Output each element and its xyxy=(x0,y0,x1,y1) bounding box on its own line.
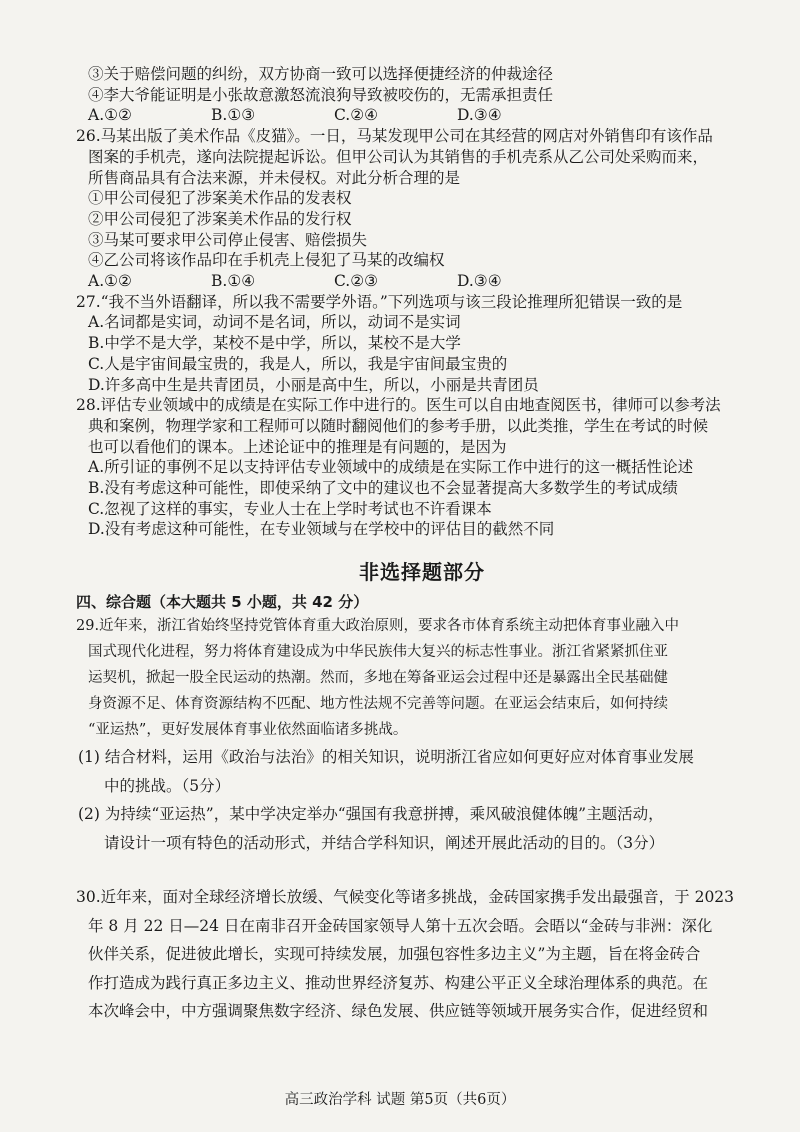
q30-line-3: 伙伴关系，促进彼此增长，实现可持续发展，加强包容性多边主义”为主题，旨在将金砖合 xyxy=(88,945,701,964)
q27-option-c: C.人是宇宙间最宝贵的，我是人，所以，我是宇宙间最宝贵的 xyxy=(88,354,508,373)
q28-option-c: C.忽视了这样的事实，专业人士在上学时考试也不许看课本 xyxy=(88,499,492,518)
q29-line-5: “亚运热”，更好发展体育事业依然面临诸多挑战。 xyxy=(88,722,408,739)
q29-sub2-line-1: (2) 为持续“亚运热”，某中学决定举办“强国有我意拼搏，乘风破浪健体魄”主题活动， xyxy=(78,805,664,824)
q25-item-3: ③关于赔偿问题的纠纷，双方协商一致可以选择便捷经济的仲裁途径 xyxy=(88,65,554,83)
q28-option-a: A.所引证的事例不足以支持评估专业领域中的成绩是在实际工作中进行的这一概括性论述 xyxy=(88,458,694,477)
q25-option-c: C.②④ xyxy=(334,106,379,125)
q25-option-a: A.①② xyxy=(88,106,132,125)
q29-sub1-line-1: (1) 结合材料，运用《政治与法治》的相关知识，说明浙江省应如何更好应对体育事业发展 xyxy=(78,748,694,767)
q30-line-2: 年 8 月 22 日—24 日在南非召开金砖国家领导人第十五次会晤。会晤以“金砖与非洲：深化 xyxy=(88,916,713,935)
q25-options xyxy=(88,105,756,126)
q28-option-d: D.没有考虑这种可能性，在专业领域与在学校中的评估目的截然不同 xyxy=(88,520,555,539)
q26-option-c: C.②③ xyxy=(334,272,379,291)
q25-option-d: D.③④ xyxy=(457,106,502,125)
q29-line-4: 身资源不足、体育资源结构不匹配、地方性法规不完善等问题。在亚运会结束后，如何持续 xyxy=(88,696,668,713)
q27-option-b: B.中学不是大学，某校不是中学，所以，某校不是大学 xyxy=(88,334,461,353)
q25-option-b: B.①③ xyxy=(211,106,256,125)
q28-stem-3: 也可以看他们的课本。上述论证中的推理是有问题的，是因为 xyxy=(88,437,507,456)
part-four-heading: 四、综合题（本大题共 5 小题，共 42 分） xyxy=(76,593,369,612)
section-title: 非选择题部分 xyxy=(359,560,485,585)
q30-line-5: 本次峰会中，中方强调聚焦数字经济、绿色发展、供应链等领域开展务实合作，促进经贸和 xyxy=(88,1002,709,1021)
q26-option-a: A.①② xyxy=(88,272,132,291)
q26-option-b: B.①④ xyxy=(211,272,256,291)
q26-item-1: ①甲公司侵犯了涉案美术作品的发表权 xyxy=(88,189,352,208)
q29-line-3: 运契机，掀起一股全民运动的热潮。然而，多地在筹备亚运会过程中还是暴露出全民基础健 xyxy=(88,670,668,687)
q26-item-3: ③马某可要求甲公司停止侵害、赔偿损失 xyxy=(88,230,368,249)
q28-stem-2: 典和案例，物理学家和工程师可以随时翻阅他们的参考手册，以此类推，学生在考试的时候 xyxy=(88,416,709,435)
q26-item-4: ④乙公司将该作品印在手机壳上侵犯了马某的改编权 xyxy=(88,251,445,270)
q26-item-2: ②甲公司侵犯了涉案美术作品的发行权 xyxy=(88,209,352,228)
q29-sub1-line-2: 中的挑战。（5分） xyxy=(104,776,231,795)
q28-option-b: B.没有考虑这种可能性，即使采纳了文中的建议也不会显著提高大多数学生的考试成绩 xyxy=(88,479,678,498)
q27-stem: 27.“我不当外语翻译，所以我不需要学外语。”下列选项与该三段论推理所犯错误一致的是 xyxy=(76,292,683,311)
q26-option-d: D.③④ xyxy=(457,272,502,291)
q30-line-1: 30.近年来，面对全球经济增长放缓、气候变化等诸多挑战，金砖国家携手发出最强音，于 2023 xyxy=(76,888,735,907)
q26-stem-3: 所售商品具有合法来源，并未侵权。对此分析合理的是 xyxy=(88,168,461,187)
q29-line-2: 国式现代化进程，努力将体育建设成为中华民族伟大复兴的标志性事业。浙江省紧紧抓住亚 xyxy=(88,644,668,661)
q29-sub2-line-2: 请设计一项有特色的活动形式，并结合学科知识，阐述开展此活动的目的。（3分） xyxy=(104,833,665,852)
page-footer: 高三政治学科 试题 第5页（共6页） xyxy=(284,1092,516,1108)
q26-stem-2: 图案的手机壳，遂向法院提起诉讼。但甲公司认为其销售的手机壳系从乙公司处采购而来， xyxy=(88,147,709,166)
q26-stem-1: 26.马某出版了美术作品《皮猫》。一日，马某发现甲公司在其经营的网店对外销售印有该作品 xyxy=(76,127,713,146)
q26-options xyxy=(88,271,756,292)
q27-option-d: D.许多高中生是共青团员，小丽是高中生，所以，小丽是共青团员 xyxy=(88,375,539,394)
q29-line-1: 29.近年来，浙江省始终坚持党管体育重大政治原则，要求各市体育系统主动把体育事业融入中 xyxy=(76,618,680,635)
q30-line-4: 作打造成为践行真正多边主义、推动世界经济复苏、构建公平正义全球治理体系的典范。在 xyxy=(88,973,709,992)
q28-stem-1: 28.评估专业领域中的成绩是在实际工作中进行的。医生可以自由地查阅医书，律师可以参考法 xyxy=(76,396,721,415)
q27-option-a: A.名词都是实词，动词不是名词，所以，动词不是实词 xyxy=(88,313,461,332)
q25-item-4: ④李大爷能证明是小张故意激怒流浪狗导致被咬伤的，无需承担责任 xyxy=(88,85,554,104)
